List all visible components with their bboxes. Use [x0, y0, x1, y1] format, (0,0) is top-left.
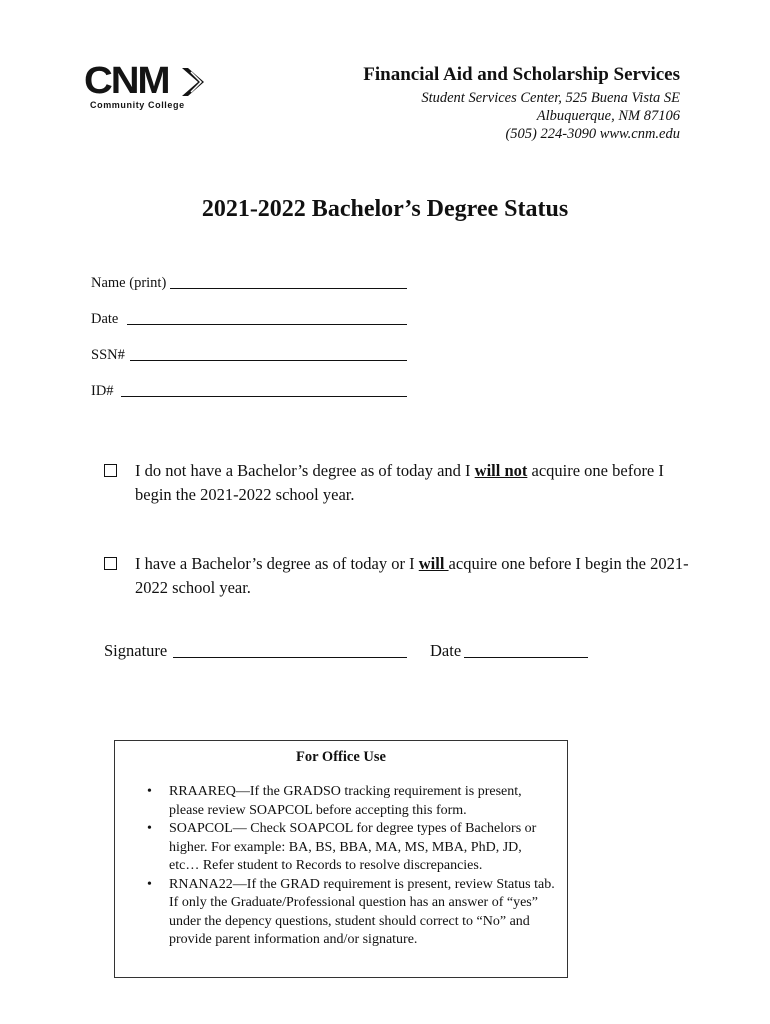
logo-wordmark: CNM	[84, 60, 169, 102]
list-item	[135, 783, 555, 820]
bullet-icon: •	[147, 876, 152, 892]
ssn-field[interactable]	[130, 360, 407, 361]
list-item	[135, 876, 555, 950]
checkbox-has-degree[interactable]	[104, 557, 117, 570]
statement-1-text-end: acquire one before I begin the 2021-2022 school year.	[135, 461, 664, 504]
organization-name: Financial Aid and Scholarship Services	[363, 64, 680, 85]
signature-label: Signature	[104, 641, 168, 660]
list-item	[135, 820, 555, 876]
date-label: Date	[91, 311, 119, 327]
statement-1-text: I do not have a Bachelor’s degree as of today and I	[135, 461, 475, 480]
statement-2-text-end: acquire one before I begin the 2021-2022 school year.	[135, 554, 689, 597]
id-field[interactable]	[121, 396, 407, 397]
bullet-icon: •	[147, 784, 152, 799]
statement-1-emphasis: will not	[474, 461, 528, 480]
address-line-2: Albuquerque, NM 87106	[536, 108, 680, 124]
signature-date-field[interactable]	[464, 657, 588, 658]
document-title: 2021-2022 Bachelor’s Degree Status	[201, 196, 569, 222]
address-line-1: Student Services Center, 525 Buena Vista SE	[421, 90, 680, 106]
contact-line: (505) 224-3090 www.cnm.edu	[505, 126, 680, 142]
signature-date-label: Date	[430, 641, 462, 660]
date-field[interactable]	[127, 324, 407, 325]
list-item-text: SOAPCOL— Check SOAPCOL for degree types of Bachelors or higher. For example: BA, BS, BBA, MA, MS, MBA, PhD, JD, etc… Refer student to Records to resolve discrepancies.	[169, 821, 537, 873]
logo-chevron-icon	[180, 66, 204, 98]
cnm-logo	[84, 60, 224, 114]
list-item-text: RNANA22—If the GRAD requirement is present, review Status tab. If only the Graduate/Professional question has an answer of “yes” under the depency questions, student should correct to “No” and provide parent information and/or signature.	[169, 876, 555, 947]
office-use-title: For Office Use	[296, 749, 386, 765]
id-label: ID#	[91, 383, 114, 399]
checkbox-no-degree[interactable]	[104, 464, 117, 477]
office-use-list	[135, 783, 555, 950]
statement-has-degree	[135, 552, 695, 600]
statement-no-degree	[135, 459, 695, 507]
signature-field[interactable]	[173, 657, 407, 658]
list-item-text: RRAAREQ—If the GRADSO tracking requirement is present, please review SOAPCOL before accepting this form.	[169, 784, 522, 818]
ssn-label: SSN#	[91, 347, 125, 363]
statement-2-text: I have a Bachelor’s degree as of today or I	[135, 554, 419, 573]
statement-2-emphasis: will	[418, 554, 449, 573]
name-field[interactable]	[170, 288, 407, 289]
bullet-icon: •	[147, 821, 152, 836]
name-label: Name (print)	[91, 275, 167, 291]
logo-subtitle: Community College	[90, 100, 185, 110]
office-use-box	[114, 740, 568, 978]
